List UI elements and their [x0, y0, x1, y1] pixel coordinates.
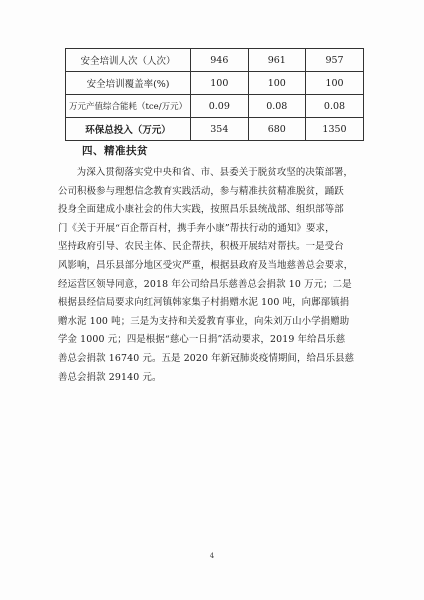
table-cell: 0.09 — [191, 95, 248, 118]
paragraph-line: 善总会捐款 16740 元。五是 2020 年新冠肺炎疫情期间，给昌乐县慈 — [58, 352, 355, 364]
table-cell: 354 — [191, 118, 248, 141]
paragraph-line: 学金 1000 元；四是根据“慈心一日捐”活动要求，2019 年给昌乐慈 — [58, 334, 346, 346]
page-number: 4 — [209, 552, 215, 560]
section-heading: 四、精准扶贫 — [82, 145, 148, 157]
paragraph-line: 门《关于开展“百企帮百村，携手奔小康”帮扶行动的通知》要求， — [58, 222, 335, 234]
table-row — [66, 49, 364, 72]
row-label: 万元产值综合能耗（tce/万元） — [66, 95, 191, 118]
table-cell: 1350 — [306, 118, 364, 141]
row-label: 环保总投入（万元） — [66, 118, 191, 141]
table-cell: 0.08 — [248, 95, 305, 118]
paragraph-line: 风影响，昌乐县部分地区受灾严重，根据县政府及当地慈善总会要求， — [58, 259, 354, 271]
table-row — [66, 72, 364, 95]
table-cell: 100 — [248, 72, 305, 95]
table-cell: 100 — [306, 72, 364, 95]
table-cell: 680 — [248, 118, 305, 141]
paragraph-line: 投身全面建成小康社会的伟大实践，按照昌乐县统战部、组织部等部 — [58, 204, 344, 216]
table-row — [66, 95, 364, 118]
table-row — [66, 118, 364, 141]
table-cell: 946 — [191, 49, 248, 72]
statistics-table — [65, 48, 364, 141]
paragraph-line: 善总会捐款 29140 元。 — [58, 371, 162, 383]
body-paragraph — [58, 164, 368, 387]
table-cell: 100 — [191, 72, 248, 95]
row-label: 安全培训人次（人次） — [66, 49, 191, 72]
row-label: 安全培训覆盖率(%) — [66, 72, 191, 95]
table-cell: 961 — [248, 49, 305, 72]
paragraph-line: 根据县经信局要求向红河镇韩家集子村捐赠水泥 100 吨，向鄌郚镇捐 — [58, 297, 350, 309]
paragraph-line: 经运营区领导同意，2018 年公司给昌乐慈善总会捐款 10 万元；二是 — [58, 278, 352, 290]
paragraph-line: 坚持政府引导、农民主体、民企帮扶，积极开展结对帮扶。一是受台 — [58, 241, 344, 253]
paragraph-line: 赠水泥 100 吨；三是为支持和关爱教育事业，向朱刘万山小学捐赠助 — [58, 315, 350, 327]
paragraph-line: 为深入贯彻落实党中央和省、市、县委关于脱贫攻坚的决策部署， — [76, 167, 354, 178]
table-cell: 957 — [306, 49, 364, 72]
table-cell: 0.08 — [306, 95, 364, 118]
paragraph-line: 公司积极参与理想信念教育实践活动，参与精准扶贫精准脱贫，踊跃 — [58, 185, 344, 197]
